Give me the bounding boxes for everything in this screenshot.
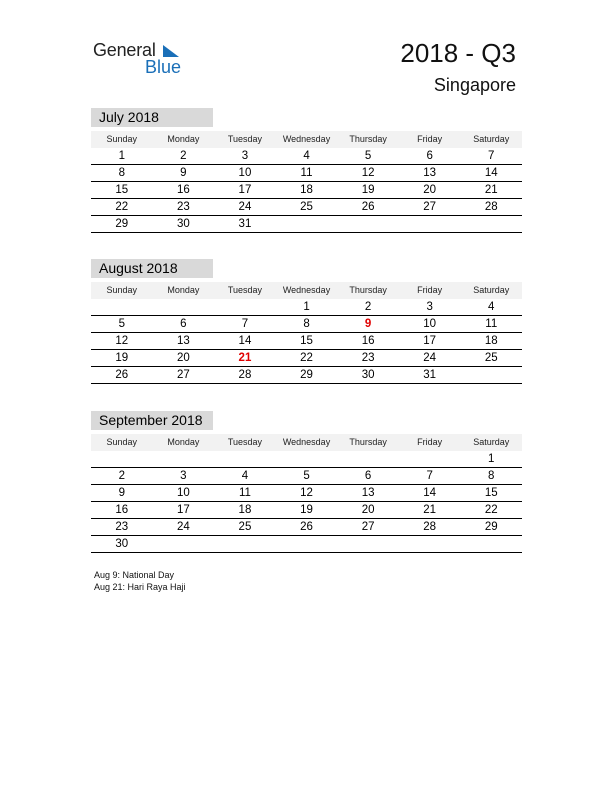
day-cell: 28 [423,521,437,533]
day-cell [337,216,399,232]
weekday-label: Thursday [349,134,387,144]
day-cell: 18 [238,504,252,516]
day-cell: 25 [484,352,498,364]
day-cell: 23 [115,521,129,533]
day-cell [153,299,215,315]
month-august [91,259,522,384]
week-row [91,350,522,367]
day-cell: 7 [241,318,249,330]
week-row [91,316,522,333]
day-cell: 13 [361,487,375,499]
day-cell: 9 [180,167,187,179]
logo-general-text: General [93,40,156,60]
day-cell: 29 [484,521,498,533]
day-cell: 24 [238,201,252,213]
day-cell: 31 [238,218,252,230]
day-cell: 26 [361,201,375,213]
week-row [91,485,522,502]
day-cell: 19 [300,504,313,516]
day-cell: 29 [300,369,313,381]
day-cell: 11 [300,167,313,179]
weekday-label: Monday [167,134,200,144]
day-cell [460,216,522,232]
weekday-label: Sunday [106,134,138,144]
page-title: 2018 - Q3 [400,38,516,68]
day-cell: 25 [300,201,313,213]
week-row [91,165,522,182]
day-cell [276,216,338,232]
day-cell: 18 [300,184,313,196]
day-cell: 6 [426,150,433,162]
day-cell: 6 [364,470,372,482]
day-cell: 28 [238,369,252,381]
month-header: September 2018 [91,411,213,430]
day-cell [399,451,461,467]
week-row [91,451,522,468]
month-july [91,108,522,233]
weekday-label: Sunday [106,285,138,295]
day-cell: 10 [423,318,437,330]
day-cell: 4 [303,150,310,162]
holiday-note: Aug 21: Hari Raya Haji [94,582,186,592]
day-cell: 21 [423,504,437,516]
month-weeks [91,299,522,384]
day-cell: 21 [484,184,498,196]
day-cell: 2 [180,150,187,162]
day-cell: 3 [426,301,433,313]
day-cell: 17 [176,504,190,516]
weekday-label: Sunday [106,437,138,447]
day-cell: 10 [176,487,190,499]
week-row [91,536,522,553]
weekday-label: Tuesday [227,437,263,447]
day-cell: 1 [303,301,310,313]
day-cell [91,451,153,467]
day-cell: 27 [361,521,375,533]
week-row [91,367,522,384]
weekday-header-row [91,434,522,451]
day-cell: 7 [426,470,433,482]
day-cell: 12 [361,167,375,179]
day-cell: 22 [115,201,129,213]
day-cell: 8 [118,167,125,179]
day-cell: 12 [115,335,129,347]
day-cell: 3 [180,470,187,482]
weekday-header-row [91,131,522,148]
day-cell: 26 [300,521,313,533]
weekday-label: Thursday [349,285,387,295]
day-cell: 22 [300,352,313,364]
day-cell: 24 [176,521,190,533]
week-row [91,216,522,233]
day-cell [91,299,153,315]
day-cell: 23 [176,201,190,213]
day-cell [153,451,215,467]
day-cell: 20 [361,504,375,516]
day-cell: 14 [238,335,252,347]
day-cell: 5 [118,318,125,330]
day-cell: 16 [176,184,190,196]
week-row [91,148,522,165]
day-cell: 6 [180,318,187,330]
month-header: August 2018 [91,259,213,278]
day-cell: 3 [241,150,249,162]
weekday-label: Friday [417,285,443,295]
day-cell: 2 [118,470,125,482]
day-cell: 16 [115,504,129,516]
day-cell [214,536,276,552]
day-cell [276,536,338,552]
logo [93,40,193,80]
weekday-label: Friday [417,437,443,447]
day-cell: 1 [118,150,125,162]
day-cell [399,536,461,552]
logo-blue-text: Blue [145,57,182,77]
day-cell: 11 [238,487,251,499]
day-cell: 13 [423,167,437,179]
holiday-day-cell: 21 [238,352,252,364]
day-cell: 17 [238,184,252,196]
day-cell: 20 [176,352,190,364]
day-cell [214,451,276,467]
day-cell: 5 [303,470,310,482]
month-weeks [91,451,522,553]
weekday-header-row [91,282,522,299]
day-cell: 11 [485,318,498,330]
day-cell [399,216,461,232]
month-september [91,411,522,553]
month-header: July 2018 [91,108,213,127]
day-cell: 8 [488,470,495,482]
holiday-day-cell: 9 [364,318,372,330]
day-cell: 15 [115,184,129,196]
holiday-note: Aug 9: National Day [94,570,175,580]
day-cell: 30 [176,218,190,230]
week-row [91,333,522,350]
weekday-label: Thursday [349,437,387,447]
week-row [91,182,522,199]
week-row [91,519,522,536]
holiday-notes [94,569,186,593]
day-cell: 8 [303,318,310,330]
day-cell: 19 [115,352,129,364]
day-cell [460,536,522,552]
day-cell: 31 [423,369,437,381]
day-cell: 22 [484,504,498,516]
day-cell: 4 [488,301,495,313]
weekday-label: Friday [417,134,443,144]
day-cell [276,451,338,467]
day-cell: 14 [423,487,437,499]
day-cell: 7 [488,150,495,162]
day-cell: 29 [115,218,129,230]
week-row [91,468,522,485]
day-cell: 30 [115,538,129,550]
weekday-label: Saturday [473,285,510,295]
week-row [91,199,522,216]
weekday-label: Saturday [473,437,510,447]
day-cell: 23 [361,352,375,364]
day-cell: 28 [484,201,498,213]
day-cell: 19 [361,184,375,196]
day-cell: 18 [484,335,498,347]
weekday-label: Monday [167,285,200,295]
day-cell: 17 [423,335,437,347]
country-name: Singapore [433,75,516,95]
day-cell: 15 [300,335,313,347]
day-cell: 20 [423,184,437,196]
weekday-label: Wednesday [282,134,331,144]
day-cell: 27 [176,369,190,381]
day-cell: 24 [423,352,437,364]
week-row [91,299,522,316]
day-cell: 30 [361,369,375,381]
day-cell: 14 [484,167,498,179]
weekday-label: Tuesday [227,285,263,295]
weekday-label: Saturday [473,134,510,144]
day-cell: 15 [484,487,498,499]
day-cell [153,536,215,552]
day-cell: 2 [364,301,372,313]
day-cell: 9 [118,487,125,499]
day-cell: 16 [361,335,375,347]
day-cell [460,367,522,383]
day-cell [214,299,276,315]
month-weeks [91,148,522,233]
day-cell: 27 [423,201,437,213]
day-cell: 1 [488,453,495,465]
day-cell [337,536,399,552]
day-cell: 25 [238,521,252,533]
day-cell: 10 [238,167,252,179]
day-cell: 4 [241,470,249,482]
day-cell: 12 [300,487,313,499]
day-cell: 13 [176,335,190,347]
weekday-label: Wednesday [282,437,331,447]
weekday-label: Monday [167,437,200,447]
weekday-label: Tuesday [227,134,263,144]
weekday-label: Wednesday [282,285,331,295]
day-cell: 5 [364,150,372,162]
day-cell: 26 [115,369,129,381]
day-cell [337,451,399,467]
week-row [91,502,522,519]
